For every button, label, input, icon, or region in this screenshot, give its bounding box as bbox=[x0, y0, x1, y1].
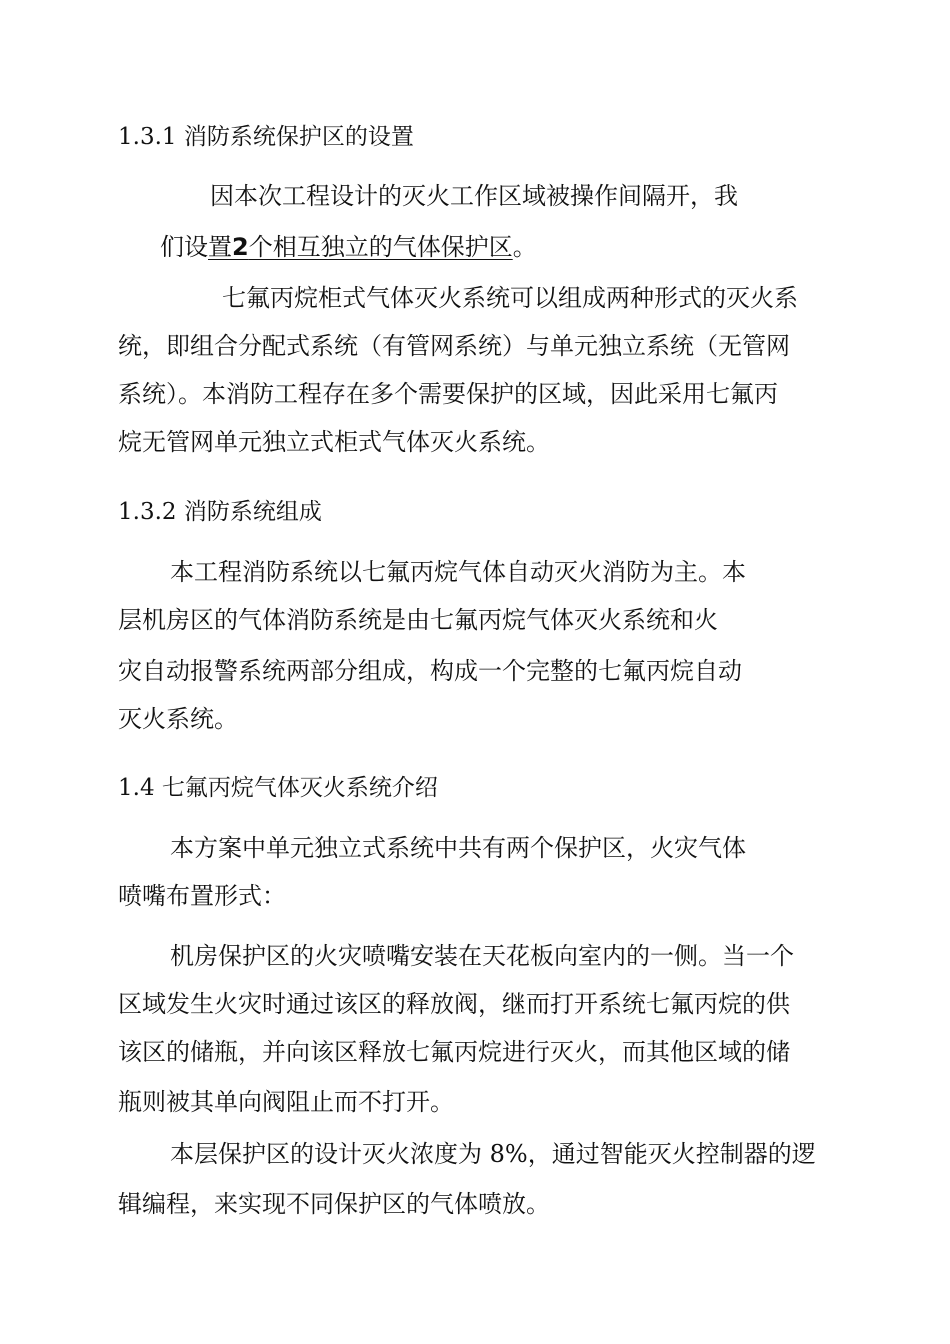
text-run: 置 bbox=[208, 233, 232, 261]
paragraph-line: 系统）。本消防工程存在多个需要保护的区域，因此采用七氟丙 bbox=[118, 380, 778, 408]
section-heading-1-4: 1.4 七氟丙烷气体灭火系统介绍 bbox=[118, 775, 438, 801]
paragraph-line: 层机房区的气体消防系统是由七氟丙烷气体灭火系统和火 bbox=[118, 606, 718, 634]
paragraph-line: 统，即组合分配式系统（有管网系统）与单元独立系统（无管网 bbox=[118, 332, 790, 360]
underlined-text bbox=[208, 233, 513, 261]
paragraph-line: 喷嘴布置形式： bbox=[118, 882, 286, 910]
paragraph-line: 灭火系统。 bbox=[118, 705, 238, 733]
paragraph-line: 本工程消防系统以七氟丙烷气体自动灭火消防为主。本 bbox=[170, 558, 746, 586]
paragraph-line: 灾自动报警系统两部分组成，构成一个完整的七氟丙烷自动 bbox=[118, 657, 742, 685]
section-heading-1-3-2: 1.3.2 消防系统组成 bbox=[118, 499, 322, 525]
paragraph-line: 瓶则被其单向阀阻止而不打开。 bbox=[118, 1088, 454, 1116]
paragraph-line: 辑编程，来实现不同保护区的气体喷放。 bbox=[118, 1190, 550, 1218]
section-heading-1-3-1: 1.3.1 消防系统保护区的设置 bbox=[118, 124, 414, 150]
paragraph-line-mixed bbox=[160, 231, 537, 263]
paragraph-line: 烷无管网单元独立式柜式气体灭火系统。 bbox=[118, 428, 550, 456]
paragraph-line: 因本次工程设计的灭火工作区域被操作间隔开，我 bbox=[210, 182, 738, 210]
paragraph-line: 本层保护区的设计灭火浓度为 8%，通过智能灭火控制器的逻 bbox=[170, 1140, 816, 1168]
count-number: 2 bbox=[232, 233, 249, 261]
paragraph-line: 本方案中单元独立式系统中共有两个保护区，火灾气体 bbox=[170, 834, 746, 862]
text-run: 个相互独立的气体保护区 bbox=[248, 233, 513, 261]
paragraph-line: 七氟丙烷柜式气体灭火系统可以组成两种形式的灭火系 bbox=[222, 284, 798, 312]
paragraph-line: 该区的储瓶，并向该区释放七氟丙烷进行灭火，而其他区域的储 bbox=[118, 1038, 790, 1066]
text-run: 们设 bbox=[160, 233, 208, 261]
text-run: 。 bbox=[512, 233, 537, 261]
paragraph-line: 机房保护区的火灾喷嘴安装在天花板向室内的一侧。当一个 bbox=[170, 942, 794, 970]
paragraph-line: 区域发生火灾时通过该区的释放阀，继而打开系统七氟丙烷的供 bbox=[118, 990, 790, 1018]
